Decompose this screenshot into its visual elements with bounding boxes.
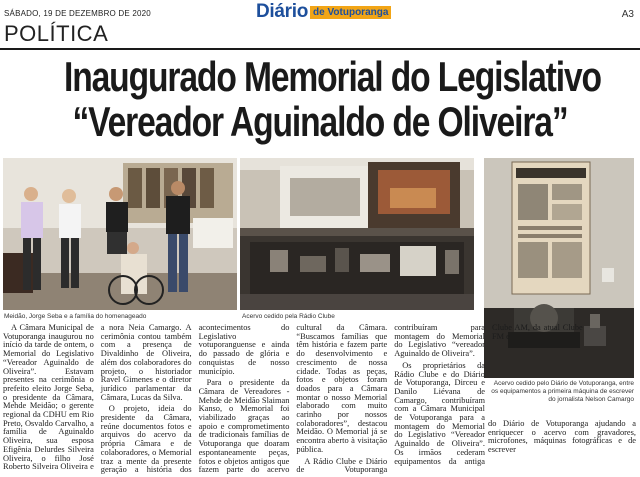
headline-line-2: “Vereador Aguinaldo de Oliveira” — [72, 98, 568, 145]
article-paragraph: Os proprietários da Rádio Clube e do Diário de Votuporanga, Dirceu e Danilo Liévana de Camargo, contribuíram com a Câmara Municipal de Votuporanga para a montagem do Memorial do Legislativo “Vereador Aguinaldo de Oliveira”. Os irmãos cederam equipamentos da antiga Clube AM, da atual Clube FM e — [394, 323, 583, 466]
photo-caption-3: Acervo cedido pelo Diário de Votuporanga, entre os equipamentos a primeira máquina de escrever do jornalista Nelson Camargo — [491, 380, 634, 403]
article-continuation: do Diário de Votuporanga ajudando a enriquecer o acervo com gravadores, microfones, máquinas fotográficas e de escrever — [488, 419, 636, 455]
photo-caption-1: Meidão, Jorge Seba e a família do homenageado — [4, 313, 147, 320]
photo-radio-exhibit — [240, 158, 474, 310]
page-number: A3 — [621, 9, 634, 20]
issue-date: SÁBADO, 19 DE DEZEMBRO DE 2020 — [4, 9, 151, 18]
article-paragraph: A Câmara Municipal de Votuporanga inaugurou no início da tarde de ontem, o Memorial do Legislativo “Vereador Aguinaldo de Oliveira”. Estavam presentes na cerimônia o prefeito eleito Jorge Seba, o presidente da Câmara, Mehde Meidão; o gerente regional da CDHU em Rio Preto, Osvaldo Carvalho, a família de Aguinaldo Oliveira, sua esposa Efigênia Delurdes Silveira Oliveira, o filho José Roberto Silveira Oliveira e a nora Neia Camargo. A cerimônia contou também com a presença de Divaldinho de Oliveira, além dos colaboradores do projeto, o historiador Ravel Gimenes e o diretor jurídico parlamentar da Câmara, Lucas da Silva. — [3, 323, 192, 472]
photo-newspaper-typewriter — [484, 158, 634, 378]
logo-wordmark: Diário — [256, 1, 309, 22]
section-title: POLÍTICA — [4, 21, 109, 46]
article-paragraph: A Rádio Clube e Diário de Votuporanga contribuíram para montagem do Memorial do Legislativo “vereador Aguinaldo de Oliveira”. — [296, 323, 485, 475]
section-divider — [0, 48, 640, 50]
article-paragraph: Para o presidente da Câmara de Vereadores - Mehde de Meidão Slaiman Kanso, o Memorial foi viabilizado graças ao apoio e comprometimento de tradicionais famílias de Votuporanga que doaram espontaneamente peças, fotos e objetos antigos que fazem parte do acervo cultural da Câmara. “Buscamos famílias que têm história e fazem parte do desenvolvimento e crescimento de nossa cidade. Todas as peças, fotos e objetos foram doados para a Câmara montar o nosso Memorial elaborado com muito carinho por nossos colaboradores”, destacou Meidão. O Memorial já se encontra aberto à visitação pública. — [198, 323, 388, 475]
photo-caption-2: Acervo cedido pela Rádio Clube — [242, 313, 335, 320]
newspaper-logo[interactable] — [256, 2, 391, 22]
photo-family-ceremony — [3, 158, 237, 310]
article-paragraph: O projeto, ideia do presidente da Câmara, reúne documentos fotos e arquivos do acervo da própria Câmara e de colaboradores, o Memorial traz a mente da presente geração a história dos acontecimentos do Legislativo votuporanguense e ainda do passado de glória e conquistas de nosso município. — [100, 323, 290, 475]
headline-line-1: Inaugurado Memorial do Legislativo — [64, 53, 601, 100]
logo-tagline: de Votuporanga — [310, 6, 391, 19]
masthead — [0, 0, 640, 22]
